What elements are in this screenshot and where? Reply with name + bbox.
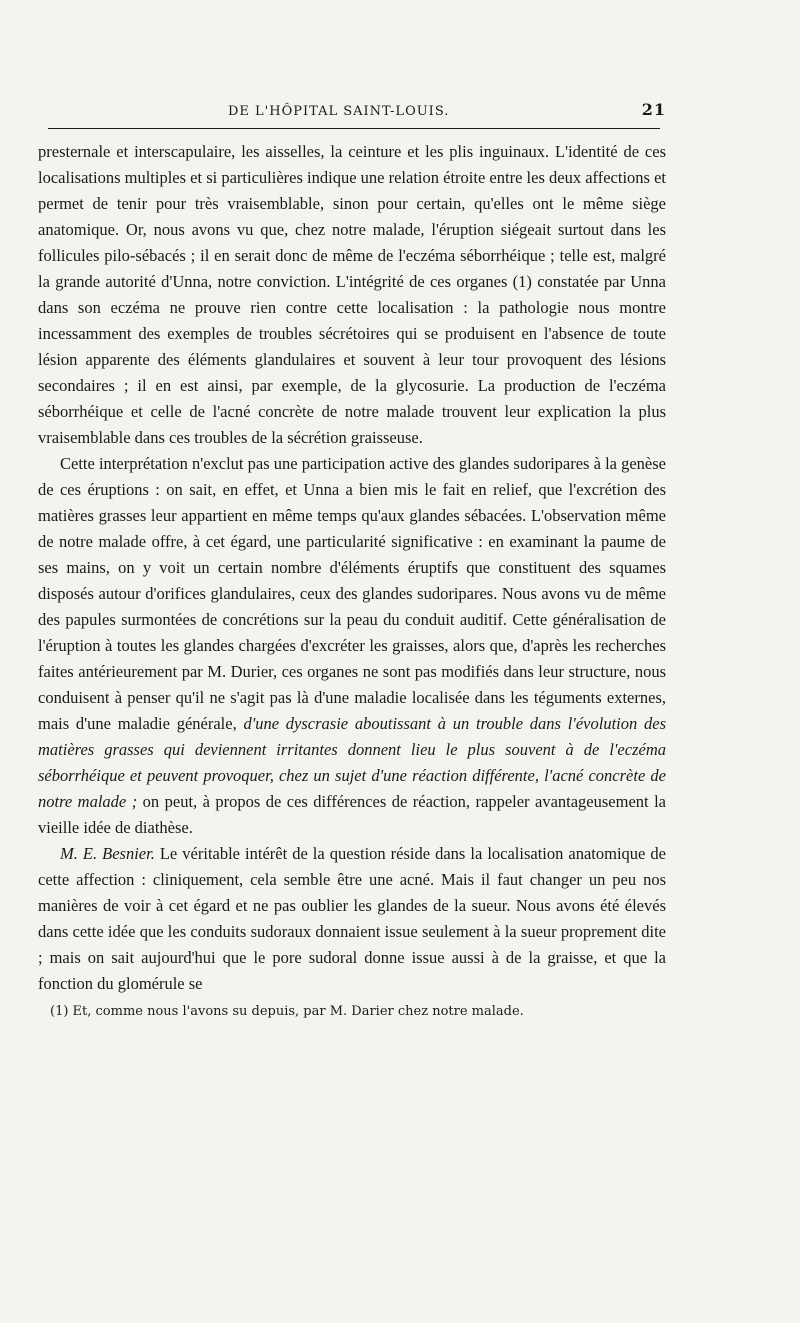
paragraph bbox=[38, 841, 666, 997]
paragraph bbox=[38, 451, 666, 841]
running-head bbox=[38, 100, 666, 122]
italic-passage: d'une dyscrasie aboutissant à un trouble dans l'évolution des matières grasses qui deviennent irritantes donnent lieu le plus souvent à de l'eczéma séborrhéique et peuvent provoquer, chez un sujet d'une réaction différente, l'acné concrète de notre malade ; bbox=[38, 714, 666, 811]
book-page bbox=[38, 100, 666, 1021]
header-rule bbox=[48, 128, 660, 129]
paragraph: presternale et interscapulaire, les aisselles, la ceinture et les plis inguinaux. L'identité de ces localisations multiples et si particulières indique une relation étroite entre les deux affections et permet de tenir pour très vraisemblable, sinon pour certain, qu'elles ont le même siège anatomique. Or, nous avons vu que, chez notre malade, l'éruption siégeait surtout dans les follicules pilo-sébacés ; il en serait donc de même de l'eczéma séborrhéique ; telle est, malgré la grande autorité d'Unna, notre conviction. L'intégrité de ces organes (1) constatée par Unna dans son eczéma ne prouve rien contre cette localisation : la pathologie nous montre incessamment des exemples de troubles sécrétoires qui se produisent en l'absence de toute lésion apparente des éléments glandulaires et souvent à leur tour provoquent des lésions secondaires ; il en est ainsi, par exemple, de la glycosurie. La production de l'eczéma séborrhéique et celle de l'acné concrète de notre malade trouvent leur explication la plus vraisemblable dans ces troubles de la sécrétion graisseuse. bbox=[38, 142, 666, 447]
running-title: DE L'HÔPITAL SAINT-LOUIS. bbox=[228, 104, 450, 119]
paragraph-text: Cette interprétation n'exclut pas une participation active des glandes sudoripares à la genèse de ces éruptions : on sait, en effet, et Unna a bien mis le fait en relief, que l'excrétion des matières grasses leur appartient en même temps qu'aux glandes sébacées. L'observation même de notre malade offre, à cet égard, une particularité significative : en examinant la paume de ses mains, on y voit un certain nombre d'éléments éruptifs que constituent des squames disposés autour d'orifices glandulaires, ceux des glandes sudoripares. Nous avons vu de même des papules surmontées de concrétions sur la peau du conduit auditif. Cette généralisation de l'éruption à toutes les glandes chargées d'excréter les graisses, alors que, d'après les recherches faites antérieurement par M. Durier, ces organes ne sont pas modifiés dans leur structure, nous conduisent à penser qu'il ne s'agit pas là d'une maladie localisée dans les téguments externes, mais d'une maladie générale, bbox=[38, 454, 666, 733]
paragraph-text: on peut, à propos de ces différences de réaction, rappeler avantageusement la vieille idée de diathèse. bbox=[38, 792, 666, 837]
footnote: (1) Et, comme nous l'avons su depuis, par M. Darier chez notre malade. bbox=[50, 1004, 524, 1019]
paragraph-text: Le véritable intérêt de la question réside dans la localisation anatomique de cette affection : cliniquement, cela semble être une acné. Mais il faut changer un peu nos manières de voir à cet égard et ne pas oublier les glandes de la sueur. Nous avons été élevés dans cette idée que les conduits sudoraux donnaient issue seulement à la sueur proprement dite ; mais on sait aujourd'hui que le pore sudoral donne issue aussi à de la graisse, et que la fonction du glomérule se bbox=[38, 844, 666, 993]
speaker-name: M. E. Besnier. bbox=[60, 844, 155, 863]
body-text bbox=[38, 139, 666, 997]
page-number: 21 bbox=[641, 100, 666, 119]
